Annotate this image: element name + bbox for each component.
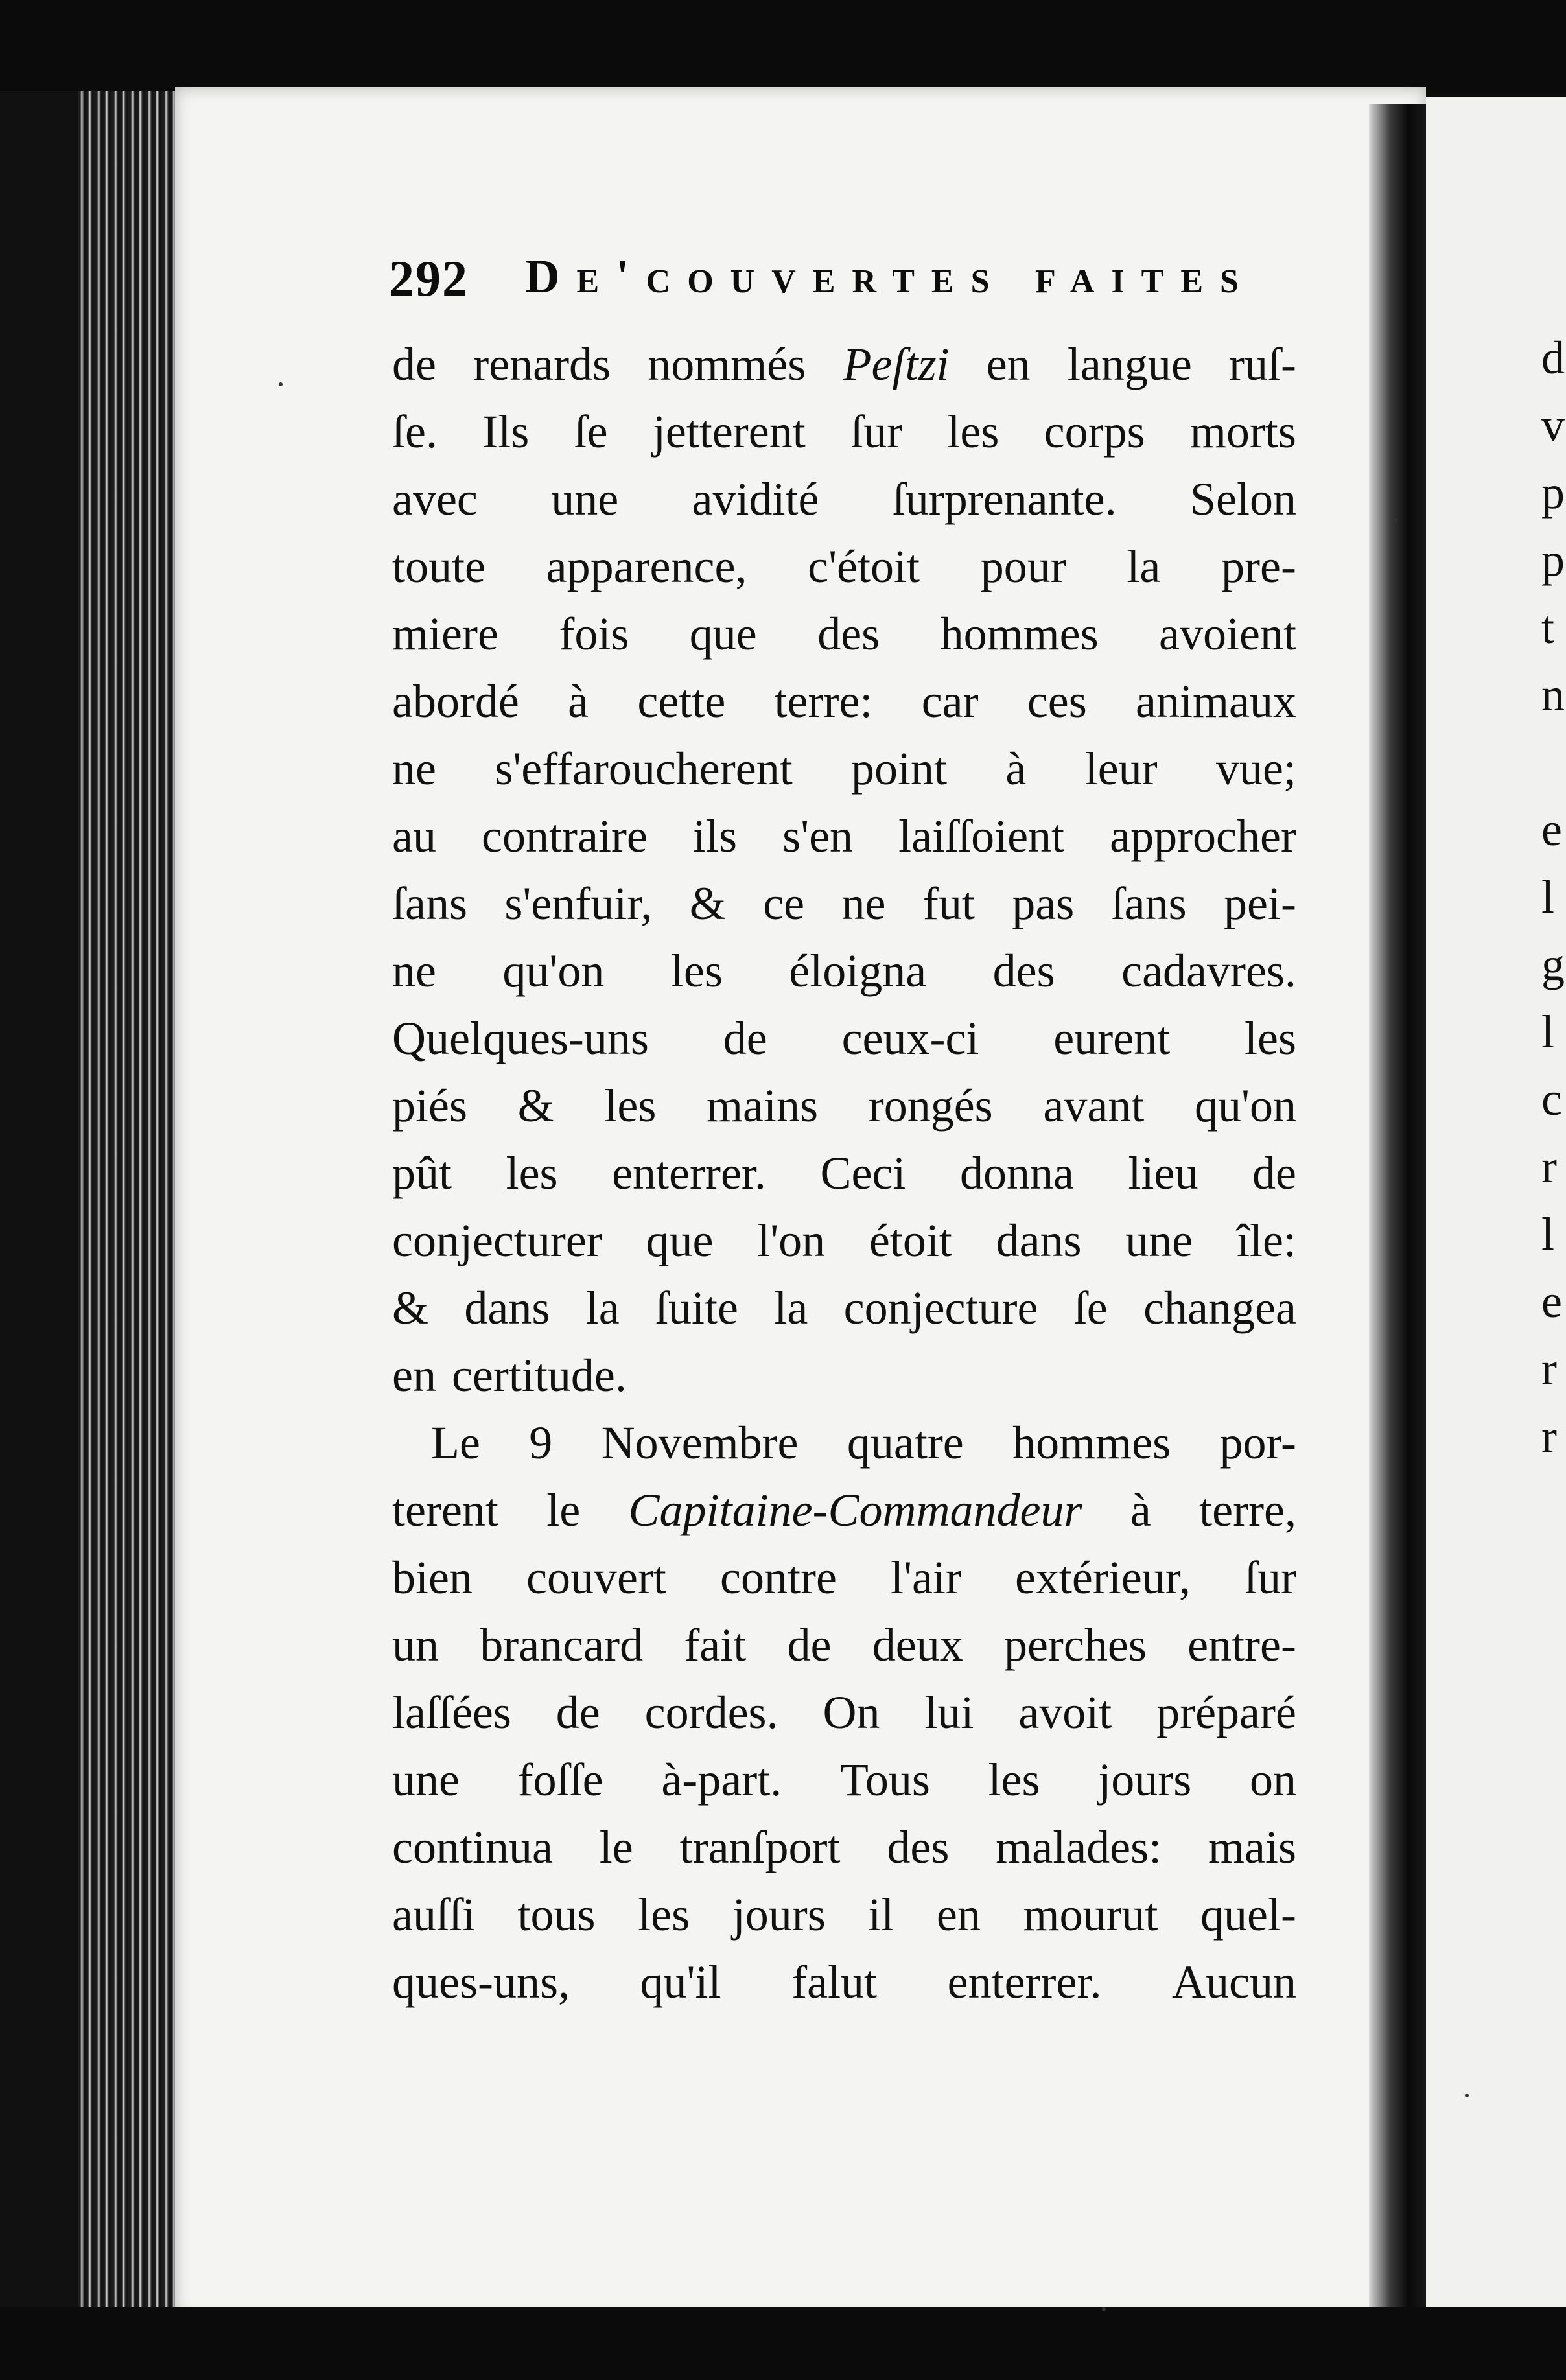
word: mains	[707, 1080, 819, 1132]
word: conjecturer	[392, 1215, 602, 1266]
word: contraire	[482, 810, 648, 862]
word: les	[988, 1754, 1040, 1806]
word: ſe	[1073, 1282, 1108, 1334]
text-line	[392, 398, 1296, 465]
word: s'enfuir,	[504, 878, 653, 929]
word: pût	[392, 1147, 452, 1199]
paper-speck	[1465, 2094, 1469, 2097]
word: s'en	[782, 810, 854, 862]
word: rongés	[868, 1080, 993, 1132]
text-line	[392, 1072, 1296, 1139]
word: les	[947, 406, 999, 458]
word: lieu	[1128, 1147, 1198, 1199]
word: lui	[924, 1686, 974, 1738]
word: avidité	[692, 473, 819, 525]
word: 9	[529, 1417, 553, 1469]
word: donna	[959, 1147, 1074, 1199]
word: étoit	[869, 1215, 952, 1266]
word: enterrer.	[612, 1147, 766, 1199]
word: cadavres.	[1121, 945, 1296, 997]
word: &	[392, 1282, 429, 1334]
text-line	[392, 1881, 1296, 1948]
word: On	[823, 1686, 880, 1738]
word: terre,	[1199, 1484, 1296, 1536]
word: couvert	[526, 1552, 666, 1604]
word: animaux	[1136, 675, 1296, 727]
facing-page-fragment: g	[1541, 939, 1565, 990]
word: de	[555, 1686, 600, 1738]
facing-page-fragment: l	[1541, 1208, 1555, 1260]
text-line	[392, 1274, 1296, 1342]
word: perches	[1003, 1619, 1147, 1671]
word: fut	[922, 878, 975, 929]
word: un	[392, 1619, 439, 1671]
word: fait	[684, 1619, 747, 1671]
word: auſſi	[392, 1889, 475, 1941]
facing-page-fragment: r	[1541, 1410, 1557, 1462]
word: certitude.	[451, 1349, 627, 1401]
word: pre-	[1221, 541, 1296, 592]
word: laſſées	[392, 1686, 511, 1738]
word: jours	[1098, 1754, 1192, 1806]
word: Peſtzi	[843, 338, 950, 390]
word: ces	[1027, 675, 1087, 727]
word: extérieur,	[1014, 1552, 1191, 1604]
word: fois	[559, 608, 629, 660]
word: le	[599, 1821, 633, 1873]
text-line	[392, 1342, 1296, 1409]
word: avoit	[1018, 1686, 1112, 1738]
word: ques-uns,	[392, 1956, 570, 2008]
word: éloigna	[789, 945, 927, 997]
word: terre:	[774, 675, 873, 727]
text-line	[392, 1611, 1296, 1679]
text-line	[392, 465, 1296, 533]
word: quel-	[1200, 1889, 1296, 1941]
word: Le	[431, 1417, 480, 1469]
word: c'étoit	[808, 541, 920, 592]
facing-page-fragment: r	[1541, 1343, 1557, 1395]
word: ruſ-	[1229, 338, 1296, 390]
facing-page-text	[1541, 324, 1566, 1470]
facing-page-fragment: p	[1541, 467, 1565, 519]
text-line	[392, 1544, 1296, 1611]
word: malades:	[996, 1821, 1162, 1873]
word: de	[1252, 1147, 1296, 1199]
word: ne	[392, 743, 436, 795]
word: les	[506, 1147, 558, 1199]
word: ſur	[1244, 1552, 1296, 1604]
word: ſuite	[655, 1282, 738, 1334]
text-line	[392, 1207, 1296, 1274]
facing-page-fragment: l	[1541, 871, 1555, 923]
word: ils	[692, 810, 737, 862]
facing-page-fragment: v	[1541, 399, 1565, 451]
word: car	[921, 675, 979, 727]
word: dans	[464, 1282, 550, 1334]
word: la	[585, 1282, 620, 1334]
word: en	[986, 338, 1031, 390]
word: approcher	[1110, 810, 1296, 862]
word: préparé	[1156, 1686, 1296, 1738]
word: qu'on	[1194, 1080, 1296, 1132]
facing-page-fragment: l	[1541, 1006, 1555, 1058]
word: cette	[637, 675, 726, 727]
text-line	[392, 802, 1296, 870]
word: renards	[473, 338, 611, 390]
text-line	[392, 735, 1296, 802]
word: laiſſoient	[898, 810, 1065, 862]
word: avec	[392, 473, 478, 525]
text-line	[392, 1948, 1296, 2016]
word: Capitaine-Commandeur	[628, 1484, 1082, 1536]
body-text	[392, 331, 1296, 2016]
word: île:	[1236, 1215, 1296, 1266]
word: mais	[1208, 1821, 1296, 1873]
word: l'on	[757, 1215, 826, 1266]
word: tous	[517, 1889, 596, 1941]
word: miere	[392, 608, 498, 660]
word: &	[689, 878, 726, 929]
text-line	[392, 533, 1296, 600]
word: vue;	[1216, 743, 1296, 795]
paper-speck	[1102, 2307, 1106, 2311]
facing-page-fragment: c	[1541, 1073, 1562, 1125]
word: jetterent	[652, 406, 806, 458]
word: apparence,	[546, 541, 747, 592]
word: les	[1244, 1012, 1296, 1064]
text-line	[392, 1139, 1296, 1207]
word: la	[1127, 541, 1161, 592]
word: que	[646, 1215, 714, 1266]
word: changea	[1143, 1282, 1296, 1334]
word: qu'on	[502, 945, 605, 997]
word: pas	[1012, 878, 1075, 929]
page-stack-edge	[0, 91, 188, 2307]
text-line	[392, 870, 1296, 937]
word: ſurprenante.	[892, 473, 1117, 525]
running-head: De'couvertes faites	[525, 250, 1256, 303]
word: ſe	[574, 406, 608, 458]
word: une	[551, 473, 619, 525]
word: foſſe	[517, 1754, 603, 1806]
word: on	[1249, 1754, 1296, 1806]
word: abordé	[392, 675, 519, 727]
page-header	[389, 250, 1256, 327]
word: ſur	[850, 406, 903, 458]
word: à	[1130, 1484, 1151, 1536]
word: qu'il	[640, 1956, 721, 2008]
word: leur	[1084, 743, 1158, 795]
facing-page-fragment: e	[1541, 804, 1562, 856]
word: pei-	[1224, 878, 1296, 929]
word: de	[723, 1012, 767, 1064]
word: ne	[841, 878, 886, 929]
word: de	[787, 1619, 832, 1671]
word: ne	[392, 945, 436, 997]
word: continua	[392, 1821, 553, 1873]
text-line	[392, 1746, 1296, 1814]
word: toute	[392, 541, 485, 592]
text-line	[392, 1476, 1296, 1544]
word: s'effaroucherent	[495, 743, 793, 795]
word: &	[517, 1080, 554, 1132]
word: deux	[872, 1619, 963, 1671]
word: jours	[732, 1889, 826, 1941]
word: falut	[791, 1956, 878, 2008]
word: des	[817, 608, 880, 660]
word: avant	[1043, 1080, 1145, 1132]
word: la	[774, 1282, 808, 1334]
word: le	[546, 1484, 581, 1536]
word: Quelques-uns	[392, 1012, 649, 1064]
word: les	[670, 945, 723, 997]
word: l'air	[890, 1552, 961, 1604]
word: quatre	[847, 1417, 964, 1469]
page-number: 292	[389, 250, 469, 307]
text-line	[392, 668, 1296, 735]
word: eurent	[1053, 1012, 1171, 1064]
text-line	[392, 1005, 1296, 1072]
word: bien	[392, 1552, 473, 1604]
word: ce	[763, 878, 805, 929]
word: ſe.	[392, 406, 438, 458]
word: point	[851, 743, 948, 795]
word: il	[868, 1889, 894, 1941]
text-line	[392, 1409, 1296, 1476]
word: enterrer.	[947, 1956, 1102, 2008]
word: corps	[1044, 406, 1145, 458]
scan-border	[0, 2307, 1566, 2380]
paper-speck	[279, 382, 283, 386]
facing-page-fragment: r	[1541, 1141, 1557, 1193]
word: à	[568, 675, 589, 727]
facing-page-fragment: e	[1541, 1276, 1562, 1327]
word: en	[392, 1349, 436, 1401]
word: hommes	[940, 608, 1099, 660]
word: cordes.	[644, 1686, 778, 1738]
word: nommés	[648, 338, 806, 390]
word: por-	[1219, 1417, 1296, 1469]
text-line	[392, 937, 1296, 1005]
word: à	[1005, 743, 1027, 795]
word: Ceci	[820, 1147, 906, 1199]
word: Ils	[482, 406, 530, 458]
word: terent	[392, 1484, 498, 1536]
word: au	[392, 810, 436, 862]
word: Aucun	[1172, 1956, 1296, 2008]
word: en	[936, 1889, 981, 1941]
text-line	[392, 1814, 1296, 1881]
word: pour	[980, 541, 1066, 592]
word: hommes	[1012, 1417, 1171, 1469]
word: à-part.	[661, 1754, 782, 1806]
word: des	[887, 1821, 950, 1873]
word: conjecture	[843, 1282, 1038, 1334]
word: Selon	[1189, 473, 1296, 525]
word: les	[638, 1889, 690, 1941]
facing-page-fragment: d	[1541, 332, 1565, 384]
text-line	[392, 600, 1296, 668]
word: une	[1125, 1215, 1193, 1266]
word: ceux-ci	[841, 1012, 979, 1064]
paper-speck	[1394, 519, 1397, 522]
text-line	[392, 1679, 1296, 1746]
word: piés	[392, 1080, 467, 1132]
word: des	[992, 945, 1055, 997]
word: de	[392, 338, 436, 390]
word: Novembre	[601, 1417, 799, 1469]
word: avoient	[1159, 608, 1296, 660]
word: ſans	[392, 878, 467, 929]
word: contre	[720, 1552, 837, 1604]
word: brancard	[480, 1619, 644, 1671]
word: tranſport	[679, 1821, 841, 1873]
facing-page-fragment: p	[1541, 534, 1565, 586]
facing-page-fragment	[1541, 729, 1566, 796]
word: que	[689, 608, 757, 660]
text-line	[392, 331, 1296, 398]
word: les	[604, 1080, 657, 1132]
word: morts	[1189, 406, 1296, 458]
facing-page-fragment: t	[1541, 601, 1555, 653]
word: langue	[1067, 338, 1192, 390]
facing-page-fragment: n	[1541, 669, 1565, 721]
word: entre-	[1187, 1619, 1296, 1671]
word: ſans	[1111, 878, 1187, 929]
word: mourut	[1023, 1889, 1158, 1941]
word: une	[392, 1754, 460, 1806]
word: dans	[996, 1215, 1082, 1266]
word: Tous	[839, 1754, 930, 1806]
